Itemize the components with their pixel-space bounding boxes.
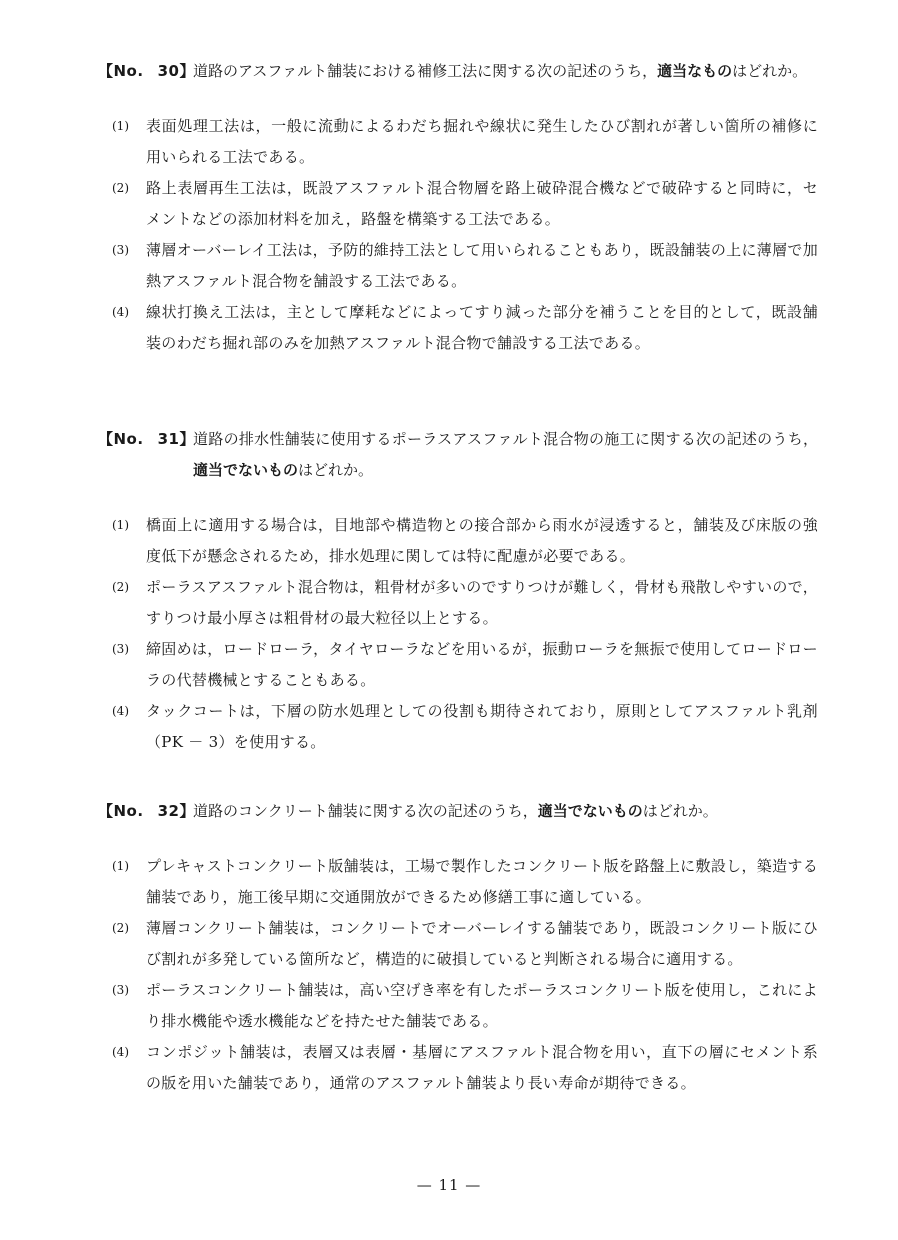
answer-option <box>98 572 818 634</box>
bracket-open: 【No. <box>98 430 144 448</box>
option-number: (4) <box>112 1045 129 1059</box>
option-number: (2) <box>112 580 129 594</box>
option-number: (2) <box>112 921 129 935</box>
answer-option <box>98 851 818 913</box>
question-stem-emphasis: 適当でないもの <box>537 802 643 820</box>
question-31 <box>98 424 818 758</box>
option-text: 線状打換え工法は，主として摩耗などによってすり減った部分を補うことを目的として，既設舗装のわだち掘れ部のみを加熱アスファルト混合物で舗設する工法である。 <box>146 303 818 352</box>
option-text: 締固めは，ロードローラ，タイヤローラなどを用いるが，振動ローラを無振で使用してロードローラの代替機械とすることもある。 <box>146 640 818 689</box>
option-number: (2) <box>112 181 129 195</box>
answer-option <box>98 111 818 173</box>
answer-options <box>98 851 818 1099</box>
option-number: (3) <box>112 642 129 656</box>
option-text: 薄層コンクリート舗装は，コンクリートでオーバーレイする舗装であり，既設コンクリート版にひび割れが多発している箇所など，構造的に破損していると判断される場合に適用する。 <box>146 919 818 968</box>
option-text: 薄層オーバーレイ工法は，予防的維持工法として用いられることもあり，既設舗装の上に薄層で加熱アスファルト混合物を舗設する工法である。 <box>146 241 818 290</box>
question-stem-emphasis: 適当でないもの <box>193 461 299 479</box>
answer-option <box>98 1037 818 1099</box>
option-text: 表面処理工法は，一般に流動によるわだち掘れや線状に発生したひび割れが著しい箇所の補修に用いられる工法である。 <box>146 117 818 166</box>
question-stem-emphasis: 適当なもの <box>657 62 733 80</box>
question-number-value: 30 <box>157 62 180 80</box>
option-number: (4) <box>112 704 129 718</box>
question-number-value: 31 <box>157 430 180 448</box>
answer-option <box>98 510 818 572</box>
option-number: (3) <box>112 243 129 257</box>
question-header <box>98 424 818 486</box>
bracket-close: 】 <box>179 430 195 448</box>
option-text: 橋面上に適用する場合は，目地部や構造物との接合部から雨水が浸透すると，舗装及び床版の強度低下が懸念されるため，排水処理に関しては特に配慮が必要である。 <box>146 516 818 565</box>
option-text: 路上表層再生工法は，既設アスファルト混合物層を路上破砕混合機などで破砕すると同時に，セメントなどの添加材料を加え，路盤を構築する工法である。 <box>146 179 818 228</box>
question-stem-before: 道路のコンクリート舗装に関する次の記述のうち， <box>193 802 538 820</box>
option-number: (4) <box>112 305 129 319</box>
answer-option <box>98 297 818 359</box>
question-header <box>98 56 818 87</box>
question-number <box>98 56 193 87</box>
answer-option <box>98 173 818 235</box>
option-number: (3) <box>112 983 129 997</box>
answer-option <box>98 975 818 1037</box>
answer-options <box>98 510 818 758</box>
question-30 <box>98 56 818 359</box>
bracket-close: 】 <box>179 62 195 80</box>
question-number <box>98 424 193 455</box>
question-header <box>98 796 818 827</box>
option-number: (1) <box>112 119 129 133</box>
bracket-open: 【No. <box>98 802 144 820</box>
answer-option <box>98 913 818 975</box>
answer-option <box>98 696 818 758</box>
answer-option <box>98 235 818 297</box>
option-number: (1) <box>112 518 129 532</box>
option-text: コンポジット舗装は，表層又は表層・基層にアスファルト混合物を用い，直下の層にセメント系の版を用いた舗装であり，通常のアスファルト舗装より長い寿命が期待できる。 <box>146 1043 818 1092</box>
option-text: ポーラスアスファルト混合物は，粗骨材が多いのですりつけが難しく，骨材も飛散しやすいので，すりつけ最小厚さは粗骨材の最大粒径以上とする。 <box>146 578 818 627</box>
question-stem-before: 道路のアスファルト舗装における補修工法に関する次の記述のうち， <box>193 62 658 80</box>
bracket-close: 】 <box>179 802 195 820</box>
page-number: — 11 — <box>416 1176 482 1194</box>
question-stem <box>193 796 818 827</box>
option-number: (1) <box>112 859 129 873</box>
question-number <box>98 796 193 827</box>
option-text: タックコートは，下層の防水処理としての役割も期待されており，原則としてアスファルト乳剤（PK － 3）を使用する。 <box>146 702 818 751</box>
answer-option <box>98 634 818 696</box>
question-32 <box>98 796 818 1099</box>
question-stem-after: はどれか。 <box>298 461 374 479</box>
question-stem <box>193 424 818 486</box>
question-stem-after: はどれか。 <box>642 802 718 820</box>
option-text: ポーラスコンクリート舗装は，高い空げき率を有したポーラスコンクリート版を使用し，これにより排水機能や透水機能などを持たせた舗装である。 <box>146 981 818 1030</box>
bracket-open: 【No. <box>98 62 144 80</box>
option-text: プレキャストコンクリート版舗装は，工場で製作したコンクリート版を路盤上に敷設し，築造する舗装であり，施工後早期に交通開放ができるため修繕工事に適している。 <box>146 857 818 906</box>
answer-options <box>98 111 818 359</box>
question-stem-after: はどれか。 <box>732 62 808 80</box>
question-stem <box>193 56 818 87</box>
question-number-value: 32 <box>157 802 180 820</box>
question-stem-before: 道路の排水性舗装に使用するポーラスアスファルト混合物の施工に関する次の記述のうち， <box>193 430 818 448</box>
